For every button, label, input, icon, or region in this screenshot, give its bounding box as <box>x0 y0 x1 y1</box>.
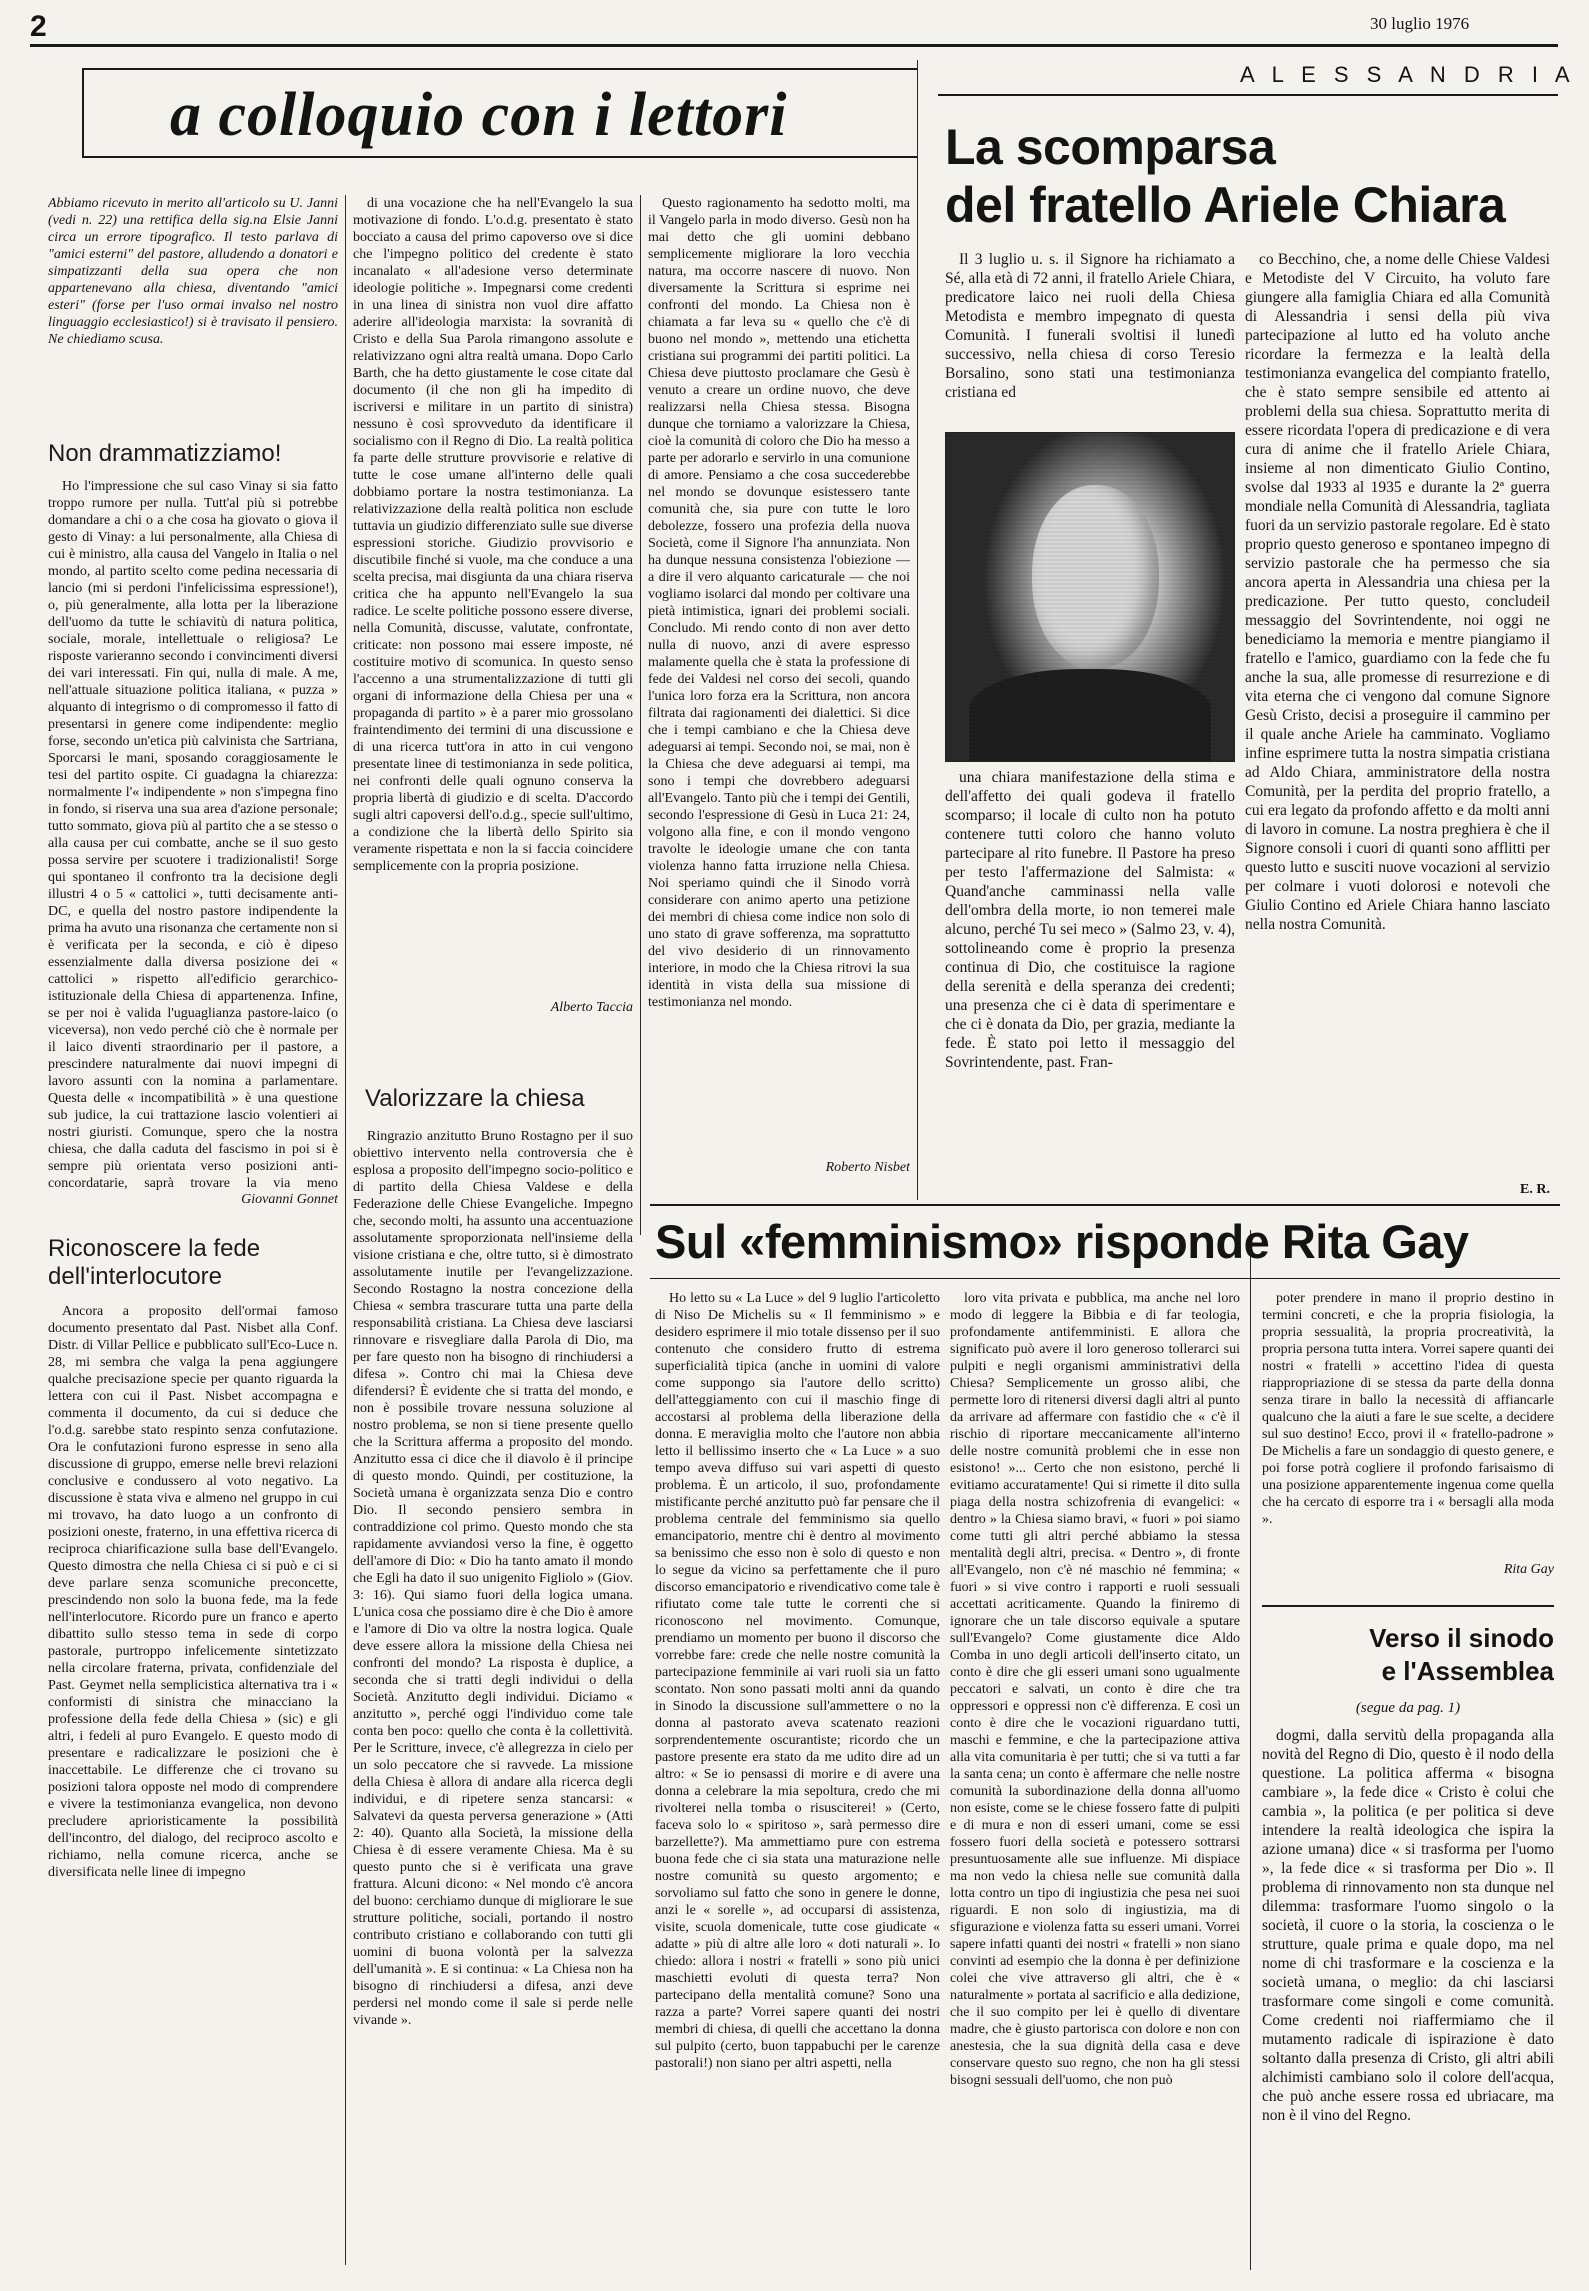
article-body: Ancora a proposito dell'ormai famoso documento presentato dal Past. Nisbet alla Conf. Distr. di Villar Pellice e pubblicato sull'Eco-Luce n. 28, mi sembra che valga la pena aggiungere qualche precisazione specie per quanto riguarda la lettera con cui il Past. Nisbet accompagna e commenta il documento, da cui si deduce che l'o.d.g. sarebbe stato respinto senza confutazione. Ora le confutazioni furono espresse in seno alla discussione di gruppo, emerse nelle brevi relazioni conclusive e condussero al voto negativo. La discussione è stata viva e almeno nel gruppo in cui mi trovavo, ha dato luogo a un confronto di posizioni oneste, fraterno, in una effettiva ricerca di reciproca chiarificazione sulla base dell'Evangelo. Questo dimostra che nella Chiesa ci si può e ci si deve parlare senza scomuniche preconcette, prescindendo non solo la buona fede, ma la fede nell'interlocutore. Ricordo pure un franco e aperto dibattito sullo stesso tema in sede di corpo pastorale, purtroppo infelicemente sintetizzato nella circolare fraterna, privata, confidenziale del Past. Geymet nella semplicistica alternativa tra i « conformisti di sinistra che minacciano la professione della fede della Chiesa » (sic) e gli altri, i fedeli al puro Evangelo. E questo modo di presentare e radicalizzare le posizioni che è inaccettabile. Le differenze che ci trovano su posizioni talora opposte nel modo di comprendere e vivere la testimonianza evangelica, non devono precludere aprioristicamente la possibilità dell'incontro, del dialogo, del reciproco ascolto e richiamo, nella comune ricerca, anche se diversificata nelle linee di impegno <box>48 1304 338 1880</box>
article-title-line2: e l'Assemblea <box>1381 1656 1554 1686</box>
article-title: Non drammatizziamo! <box>48 440 282 467</box>
halftone-texture <box>946 433 1234 761</box>
header-rule <box>30 44 1558 47</box>
article-author: Roberto Nisbet <box>825 1160 910 1175</box>
continuation-note: (segue da pag. 1) <box>1355 1700 1461 1716</box>
article-body: loro vita privata e pubblica, ma anche nel loro modo di leggere la Bibbia e di far teologia, profondamente antifemministi. E allora che significato può avere il loro generoso tollerarci sui pulpiti e negli organismi amministrativi della Chiesa? Semplicemente un grosso alibi, che permette loro di ritenersi diversi dagli altri al punto da arrivare ad affermare con fastidio che « c'è il rischio di riportare meccanicamente all'interno delle nostre comunità problemi che in esse non esistono! »... Certo che non esistono, perché li evitiamo accuratamente! Qui si rimette il dito sulla piaga della nostra schizofrenia di evangelici: « dentro » la Chiesa siamo bravi, « fuori » poi siamo come tutti gli altri perché abbiamo la stessa mentalità degli altri, precisa. « Dentro », di fronte all'Evangelo, non c'è né maschio né femmina; « fuori » si vive contro i rapporti e ruoli sessuali accettati acriticamente. Quando la finiremo di ignorare che un tale discorso equivale a sputare sull'Evangelo? Come giustamente dice Aldo Comba in uno degli articoli dell'inserto citato, un conto è dire che gli esseri umani sono ugualmente peccatori e salvati, un conto è dire che tra oppressori e oppressi non c'è differenza. E così un conto è dire che le vocazioni riguardano tutti, maschi e femmine, e che la partecipazione attiva alla vita comunitaria è per tutti; che si va tutti a far la santa cena; un conto è affermare che nelle nostre comunità la subordinazione della donna all'uomo non esiste, come se le chiese fossero fatte di pulpiti e di mura e non di esseri umani, come se essi fossero fuori della società e potessero sottrarsi presuntuosamente alle sue influenze. Mi dispiace ma non vedo la chiesa nelle sue comunità dalla lotta contro un tipo di ingiustizia che pesa nei suoi riguardi. E non solo di ingiustizia, ma di sfigurazione e violenza fatta su esseri umani. Vorrei sapere infatti quanti dei nostri « fratelli » non siano convinti ad esempio che la donna è per definizione colei che vive attraverso gli altri, che è « naturalmente » portata al sacrificio e alla dedizione, che il suo compito per lei è quello di diventare madre, che è giusto partorisca con dolore e non con anestesia, che la sua dignità della casa e deve conservare questo suo regno, che non ha gli stessi bisogni sessuali dell'uomo, che non può <box>950 1291 1240 2088</box>
article-author: E. R. <box>1520 1182 1550 1197</box>
article-body: poter prendere in mano il proprio destino in termini concreti, e che la propria fisiologia, la propria sessualità, la propria procreatività, la propria persona tutta intera. Vorrei sapere quanti dei nostri « fratelli » accettino l'idea di questa riappropriazione di se stessa da parte della donna senza tirare in ballo la necessità di affiancarle qualcuno che la aiuti a fare le sue scelte, a decidere sul suo destino! Ecco, provi il « fratello-padrone » De Michelis a fare un sondaggio di questo genere, e poi forse potrà cogliere il profondo farisaismo di una posizione apparentemente ingenua come quella che ha cercato di esporre tra i « bersagli alla moda ». <box>1262 1291 1554 1527</box>
section-rule <box>650 1278 1560 1279</box>
article-author: Rita Gay <box>1503 1562 1554 1577</box>
article-title: Sul «femminismo» risponde Rita Gay <box>655 1215 1469 1268</box>
article-body: Ho letto su « La Luce » del 9 luglio l'articoletto di Niso De Michelis su « Il femminismo » e desidero esprimere il mio totale dissenso per il suo contenuto che considero frutto di estrema superficialità tipica (anche in uomini di valore come suppongo sia l'autore dello scritto) dell'atteggiamento con cui il maschio finge di accostarsi al problema della liberazione della donna. E meraviglia molto che l'autore non abbia letto il bellissimo inserto che « La Luce » a suo tempo aveva diffuso sui vari aspetti di questo problema. È un articolo, il suo, profondamente mistificante perché anzitutto può far pensare che il problema centrale del femminismo sia quello emancipatorio, mentre chi è dentro al movimento sa benissimo che esso non è solo di questo e non lo segue da vicino sa perfettamente che il puro discorso emancipatorio e rivendicativo come tale è rifiutato come tale tutte le correnti che si riconoscono nel movimento. Comunque, prendiamo un momento per buono il discorso che vorrebbe fare: crede che nelle nostre comunità la partecipazione femminile ai vari ruoli sia un fatto scontato. Non sono passati molti anni da quando in Sinodo la discussione sull'ammettere o no la donna al pastorato aveva scatenato reazioni sorprendentemente oscurantiste; ricordo che un pastore presente era stato da me udito dire ad un altro: « Se io pensassi di morire e di avere una donna a celebrare la mia sepoltura, credo che mi rivolterei nella tomba o risusciterei! » (Certo, faceva solo lo « spiritoso », sarà permesso dire barzellette?). Ma ammettiamo pure con estrema buona fede che ci sia stata una maturazione nelle nostre comunità su questo argomento; e sorvoliamo sul fatto che sono in genere le donne, anzi le « sorelle », ad occuparsi di assistenza, visite, scuola domenicale, tutte cose giudicate « adatte » più di altre alle loro « doti naturali ». Io chiedo: allora i nostri « fratelli » sono più unici maschietti evoluti di questa terra? Non partecipano della mentalità comune? Sono una razza a parte? Vorrei sapere quanti dei nostri membri di chiesa, di quelli che accettano la donna sul pulpito (certo, buon tappabuchi per le carenze pastorali!) non siano per altri aspetti, nella <box>655 1291 940 2071</box>
article-title: Valorizzare la chiesa <box>365 1085 585 1112</box>
article-author: Giovanni Gonnet <box>241 1192 338 1207</box>
article-body: Ringrazio anzitutto Bruno Rostagno per il suo obiettivo intervento nella controversia che è esplosa a proposito dell'impegno socio-politico e di partito della Chiesa Valdese e della Federazione delle Chiese Evangeliche. Impegno che, secondo molti, ha assunto una accentuazione assolutamente sproporzionata nell'insieme della visione cristiana e che, oltre tutto, si è dimostrato assolutamente inutile per l'evangelizzazione. Secondo Rostagno la nostra concezione della Chiesa « sembra trascurare tutta una parte della responsabilità cristiana. La Chiesa deve lasciarsi rinnovare e risvegliare dalla Parola di Dio, ma per fare questo non ha bisogno di rinchiudersi a difesa ». Contro chi mai la Chiesa deve difendersi? È evidente che si tratta del mondo, e non è possibile trovare nessuna soluzione al nostro problema, se non si tiene presente quello che la Scrittura afferma a proposito del mondo. Anzitutto essa ci dice che il diavolo è il principe di questo mondo. Quindi, per costituzione, la Società umana è organizzata senza Dio e contro Dio. Il secondo pensiero sembra in contraddizione col primo. Questo mondo che sta rapidamente avviandosi verso la fine, è oggetto dell'amore di Dio: « Dio ha tanto amato il mondo che Egli ha dato il suo unigenito Figliolo » (Giov. 3: 16). Qui siamo fuori della logica umana. L'unica cosa che possiamo dire è che Dio è amore e l'amore di Dio va oltre la nostra logica. Quale deve essere allora la missione della Chiesa nei confronti del mondo? La risposta è duplice, a seconda che si tratti degli individui o della Società. Anzitutto degli individui. Diciamo « anzitutto », perché oggi l'individuo come tale conta ben poco: quello che conta è la collettività. Per le Scritture, invece, c'è allegrezza in cielo per un solo peccatore che si ravvede. La missione della Chiesa è allora di andare alla ricerca degli individui, e di ripetere senza stancarsi: « Salvatevi da questa perversa generazione » (Atti 2: 40). Quanto alla Società, la missione della Chiesa è di essere veramente Chiesa. Ma è su questo punto che si è verificata una grave frattura. Alcuni dicono: « Nel mondo c'è ancora del buono: cerchiamo dunque di migliorare le sue strutture politiche, sociali, portando il nostro contributo cristiano e collaborando con tutti gli uomini di buona volontà per la salvezza dell'umanità ». E si continua: « La Chiesa non ha bisogno di rinchiudersi a difesa, anzi deve perdersi nel mondo come il sale si perde nelle vivande ». <box>353 1129 633 2028</box>
article-title: Riconoscere la fede dell'interlocutore <box>48 1235 261 1290</box>
column-rule <box>345 195 346 2265</box>
page-number: 2 <box>30 10 47 43</box>
article-title-line2: del fratello Ariele Chiara <box>945 177 1506 233</box>
column-rule <box>917 60 918 1200</box>
article-body: Questo ragionamento ha sedotto molti, ma il Vangelo parla in modo diverso. Gesù non ha mai detto che gli uomini debbano semplicemente migliorare la loro vecchia natura, ma occorre nascere di nuovo. Non diversamente la Scrittura si esprime nei confronti del mondo. La Chiesa non è chiamata a far leva su « quello che c'è di buono nel mondo », mettendo una etichetta cristiana sui programmi dei partiti politici. La Chiesa deve piuttosto proclamare che Gesù è venuto a creare un ordine nuovo, che deve realizzarsi nella Chiesa stessa. Bisogna dunque che torniamo a valorizzare la Chiesa, cioè la comunità di coloro che Dio ha messo a parte per adorarlo e servirlo in una comunione di amore. Pensiamo a che cosa succederebbe nel mondo se dovunque esistessero tante comunità che, sia pure con tutte le loro debolezze, fossero una profezia della nuova Società, come il Signore l'ha annunziata. Non ha dunque nessuna consistenza l'obiezione — a dire il vero alquanto caricaturale — che noi vogliamo isolarci dal mondo per coltivare una pietà intimistica, ignari dei problemi sociali. Concludo. Mi rendo conto di non aver detto nulla di nuovo, anzi di avere espresso malamente quella che è stata la professione di fede dei Valdesi nel corso dei secoli, quando l'unica loro forza era la Scrittura, non ancora filtrata dai ragionamenti dei dialettici. Si dice che i tempi cambiano e che la Chiesa deve adeguarsi ai tempi. Secondo noi, se mai, non è la Chiesa che deve adeguarsi ai tempi, ma sono i tempi che dovrebbero adeguarsi all'Evangelo. Tanto più che i tempi dei Gentili, secondo l'espressione di Gesù in Luca 21: 24, volgono alla fine, e con il mondo vengono travolte le ideologie umane che con tanta violenza hanno fatta irruzione nella Chiesa. Noi speriamo quindi che il Sinodo vorrà considerare con animo aperto una petizione dei membri di chiesa come indice non solo di uno stato di grave sofferenza, ma soprattutto del vivo desiderio di un rinnovamento interiore, in modo che la Chiesa ritrovi la sua identità in vista della sua missione di testimonianza nel mondo. <box>648 196 910 1010</box>
article-title-line1: Verso il sinodo <box>1369 1623 1554 1653</box>
article-body: una chiara manifestazione della stima e dell'affetto dei quali godeva il fratello scomparso; il locale di culto non ha potuto contenere tutti coloro che hanno voluto partecipare al rito funebre. Il Pastore ha preso per testo l'affermazione del Salmista: « Quand'anche camminassi nella valle dell'ombra della morte, io non temerei male alcuno, perché Tu sei meco » (Salmo 23, v. 4), sottolineando come è proprio la presenza continua di Dio, che costituisce la ragione della serenità e della speranza dei credenti; una presenza che ci è data di sperimentare e che ci è donata da Dio, per grazia, mediante la fede. È stato poi letto il messaggio del Sovrintendente, past. Fran- <box>945 769 1235 1071</box>
section-label: A L E S S A N D R I A <box>1240 62 1576 87</box>
article-body: dogmi, dalla servitù della propaganda alla novità del Regno di Dio, questo è il nodo della questione. La politica afferma « bisogna cambiare », la fede dice « Cristo è colui che cambia », la politica (e per politica si deve intendere la realtà ideologica che ispira la azione umana) dice « si trasforma per l'uomo », la fede dice « si trasforma per Dio ». Il problema di rinnovamento non sta dunque nel dilemma: trasformare l'uomo singolo o la società, il cuore o la storia, la coscienza o le strutture, quale prima e quale dopo, ma nel nome di chi trasformare e la coscienza e la società umana, o meglio: da chi lasciarsi trasformare come singoli e come comunità. Come credenti noi riaffermiamo che il mutamento radicale di ispirazione è dato soltanto dalla presenza di Cristo, gli altri abili alchimisti cambiano solo il colore dell'acqua, che può anche essere rossa ed ubriacare, ma non è il vino del Regno. <box>1262 1727 1554 2124</box>
article-body: co Becchino, che, a nome delle Chiese Valdesi e Metodiste del V Circuito, ha voluto fare giungere alla famiglia Chiara ed alla Comunità di Alessandria i sensi della più viva partecipazione al lutto ed ha voluto anche ricordare la fermezza e la lealtà della testimonianza evangelica del compianto fratello, che è stato sempre sensibile ed attento ai problemi della sua chiesa. Soprattutto merita di essere ricordata l'opera di predicazione e di vera cura di anime che il fratello Ariele Chiara, insieme al non dimenticato Giulio Contino, svolse dal 1933 al 1935 e durante la 2ª guerra mondiale nella Comunità di Alessandria, tagliata fuori da un servizio pastorale regolare. Ed è stato proprio questo generoso e spontaneo impegno di servizio pastorale che ha permesso che sia ancora aperta in Alessandria una chiesa per la predicazione. Per tutto questo, concludeil messaggio del Sovrintendente, noi oggi ne benediciamo la memoria e mentre piangiamo il fratello e l'amico, guardiamo con la fede che fu anche la sua, alle promesse di resurrezione e di vita eterna che ci vengono dal comune Signore Gesù Cristo, decisi a proseguire il cammino per il quale anche Ariele ha camminato. Vogliamo infine esprimere tutta la nostra simpatia cristiana ad Aldo Chiara, amministratore della nostra Comunità, per la perdita del proprio fratello, a cui era legato da profondo affetto e da molti anni di lavoro in comune. La nostra preghiera è che il Signore consoli i cuori di quanti sono afflitti per questo lutto e susciti nuove vocazioni al servizio per colmare i vuoti dolorosi e notevoli che Giulio Contino ed Ariele Chiara hanno lasciato nella nostra Comunità. <box>1245 251 1550 933</box>
article-body: Ho l'impressione che sul caso Vinay si sia fatto troppo rumore per nulla. Tutt'al più si potrebbe domandare a chi o a che cosa ha giovato o giova il gesto di Vinay: a lui personalmente, alla Chiesa di cui è ministro, alla causa del Vangelo in Italia o nel mondo, al partito scelto come pedina necessaria di lancio (mi si perdoni l'infelicissima espressione!), o, più generalmente, alla lotta per la liberazione dell'uomo da tutte le schiavitù di natura politica, sociale, morale, intellettuale o religiosa? Le risposte varieranno secondo i convincimenti diversi dei vari interessati. Fin qui, nulla di male. A me, nell'attuale situazione politica italiana, « puzza » alquanto di integrismo o di compromesso il fatto di presentarsi in genere come indipendente: meglio forse, secondo un'etica più calvinista che Sartriana, Sporcarsi le mani, sposando coraggiosamente le tesi del partito ospite. Ci guadagna la chiarezza: normalmente l'« indipendente » non s'impegna fino in fondo, si riserva una sua area d'azione personale; tutto sommato, giova più al partito che a se stesso o alla causa per cui combatte, anche se il suo gesto possa servire per scuotere i tradizionalisti! Sorge qui spontaneo il confronto tra la decisione degli illustri 4 o 5 « cattolici », tutti decisamente anti-DC, e quella del nostro pastore indipendente la prima ha avuto una risonanza che certamente non si è verificata per la seconda, e ciò è dipeso essenzialmente dalla diversa posizione dei « cattolici » rispetto all'edificio gerarchico-istituzionale della Chiesa di appartenenza. Infine, se per noi è valida l'uguaglianza pastore-laico (o viceversa), non vedo perché ciò che è normale per il laico diventi straordinario per il pastore, a prescindere naturalmente dai nuovi impegni di lavoro assunti con la nomina a parlamentare. Questa delle « incompatibilità » è una questione sub judice, la cui trattazione lascio volentieri ai nostri giuristi. Comunque, spero che la nostra chiesa, che dalla caduta del fascismo in poi si è sempre più orientata verso posizioni anti-concordatarie, saprà trovare la via meno <box>48 479 338 1190</box>
article-body: di una vocazione che ha nell'Evangelo la sua motivazione di fondo. L'o.d.g. presentato è stato bocciato a causa del primo capoverso ove si dice che l'impegno politico del credente è stato incanalato « all'adesione verso determinate ideologie politiche ». Impegnarsi come credenti in una linea di sinistra non vuol dire affatto aderire all'ideologia marxista: la sovranità di Cristo e della Sua Parola rimangono assolute e relativizzano ogni altra realtà umana. Dopo Carlo Barth, che ha detto giustamente le cose citate dal documento (il che non gli ha impedito di iscriversi e militare in un partito di sinistra) nessuno è così sprovveduto da identificare il socialismo con il Regno di Dio. La realtà politica fa parte delle strutture provvisorie e relative di tutte le cose umane all'interno delle quali dobbiamo portare la nostra testimonianza. La relativizzazione della realtà politica non esclude tuttavia un giudizio differenziato sulle sue diverse espressioni storiche. Giudizio provvisorio e discutibile finché si vuole, ma che conduce a una scelta precisa, mai disgiunta da una chiara riserva critica che ha appunto nell'Evangelo la sua radice. Le scelte politiche possono essere diverse, nella Comunità, discusse, valutate, confrontate, criticate: non possono mai essere imposte, né costituire motivo di scomunica. In questo senso l'accenno a una strumentalizzazione di tutti gli organi di informazione della Chiesa per una « propaganda di partito » è a parer mio grossolano fraintendimento dei termini di una discussione e di una ricerca tutt'ora in atto in cui vengono presentate linee di testimonianza in sede politica, nei confronti delle quali ognuno conserva la propria libertà di giudizio e di scelta. D'accordo sugli altri capoversi dell'o.d.g., specie sull'ultimo, a condizione che la libertà dello Spirito sia veramente rispettata e non la si faccia coincidere semplicemente con la propria posizione. <box>353 196 633 874</box>
article-author: Alberto Taccia <box>550 1000 633 1015</box>
section-rule <box>938 94 1558 96</box>
errata-note: Abbiamo ricevuto in merito all'articolo su U. Janni (vedi n. 22) una rettifica della sig.na Elsie Janni circa un errore tipografico. Il testo parlava di "amici esterni" del pastore, alludendo a donatori e simpatizzanti della sua opera che non appartenevano alla chiesa, diventando "amici esteri" (forse per l'uso ormai invalso nel nostro linguaggio ecclesiastico!) si è travisato il pensiero. Ne chiediamo scusa. <box>48 196 338 347</box>
article-title-line1: La scomparsa <box>945 119 1276 175</box>
masthead-title: a colloquio con i lettori <box>170 81 788 149</box>
section-rule <box>650 1204 1560 1206</box>
page-date: 30 luglio 1976 <box>1370 14 1470 33</box>
section-rule <box>1262 1605 1554 1607</box>
column-rule <box>640 195 641 1235</box>
article-intro: Il 3 luglio u. s. il Signore ha richiamato a Sé, alla età di 72 anni, il fratello Ariele Chiara, predicatore laico nei ruoli della Chiesa Metodista e membro impegnato di questa Comunità. I funerali svoltisi il lunedì successivo, nella chiesa di corso Teresio Borsalino, sono stati una testimonianza cristiana ed <box>945 251 1235 401</box>
portrait-photo <box>945 432 1235 762</box>
column-rule <box>1250 1230 1251 2270</box>
